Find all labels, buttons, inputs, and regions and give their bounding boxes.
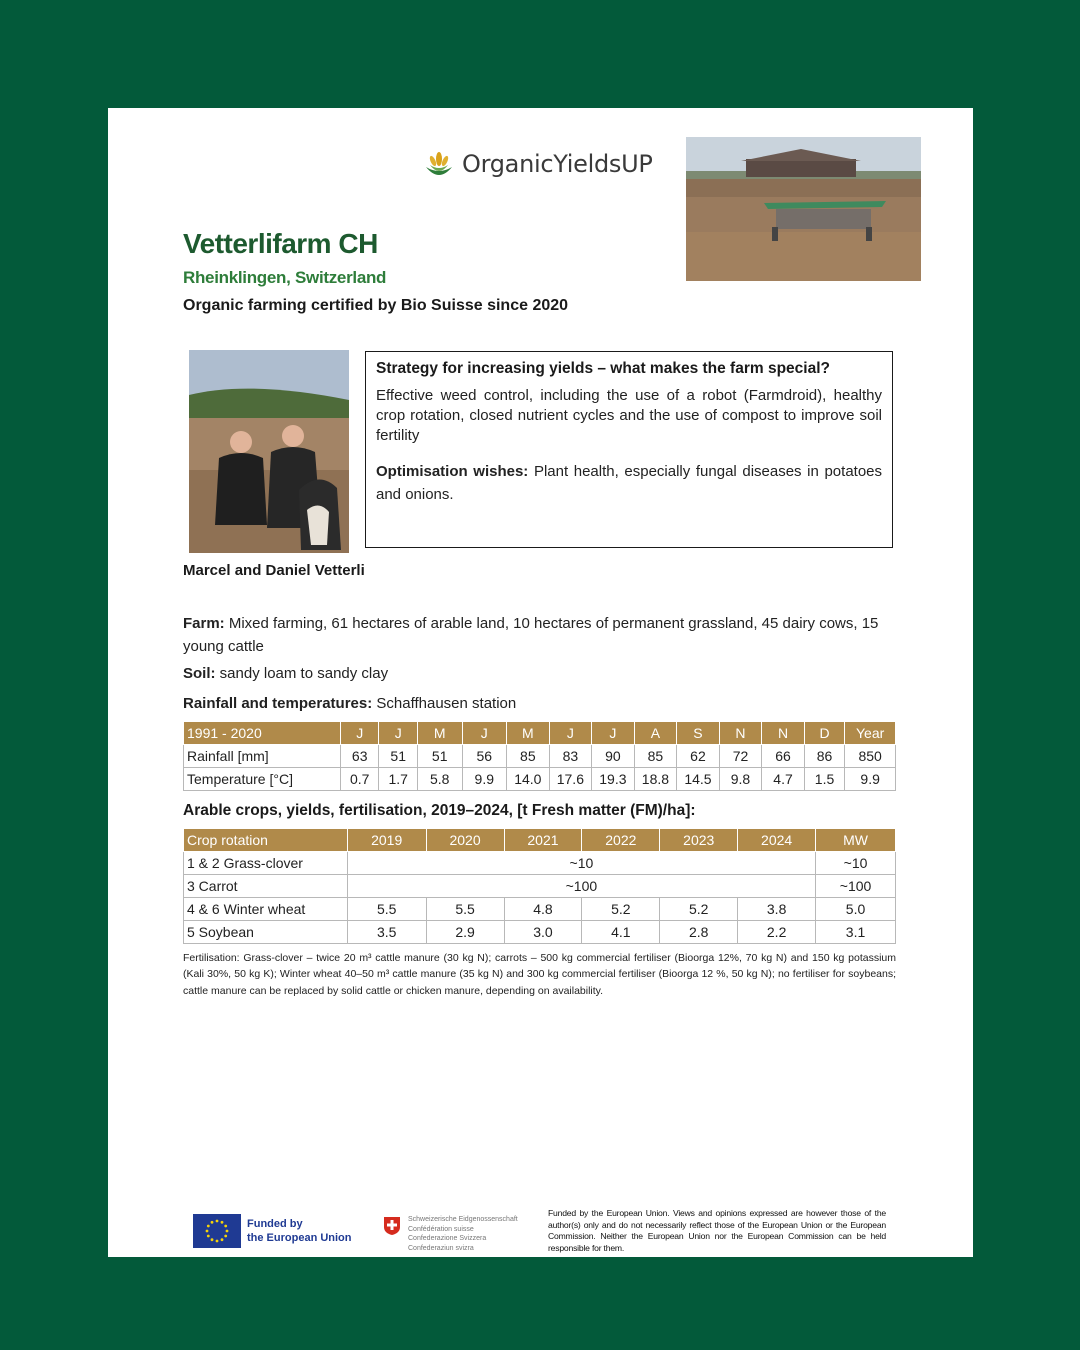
ch-line: Confederazione Svizzera	[408, 1235, 487, 1242]
table-cell: ~10	[816, 852, 896, 875]
table-cell: 3.5	[347, 921, 426, 944]
rain-text: Schaffhausen station	[376, 695, 517, 712]
crops-header-cell: 2024	[738, 829, 816, 852]
strategy-box	[365, 351, 893, 548]
climate-header-cell: M	[507, 722, 550, 745]
table-cell: ~100	[816, 875, 896, 898]
table-cell: Temperature [°C]	[184, 768, 341, 791]
climate-header-cell: D	[804, 722, 845, 745]
soil-label: Soil:	[183, 665, 216, 682]
table-cell: 9.9	[845, 768, 896, 791]
table-cell: 5 Soybean	[184, 921, 348, 944]
farm-text: Mixed farming, 61 hectares of arable land, 10 hectares of permanent grassland, 45 dairy cows, 15 young cattle	[183, 615, 879, 655]
owners-caption: Marcel and Daniel Vetterli	[183, 562, 365, 579]
table-cell: 3 Carrot	[184, 875, 348, 898]
rainfall-row	[184, 745, 896, 768]
table-cell: Rainfall [mm]	[184, 745, 341, 768]
table-cell: 19.3	[592, 768, 635, 791]
climate-header-cell: J	[340, 722, 378, 745]
climate-header-cell: N	[719, 722, 762, 745]
table-cell: 3.0	[504, 921, 582, 944]
climate-header-cell: Year	[845, 722, 896, 745]
ch-line: Schweizerische Eidgenossenschaft	[408, 1216, 518, 1223]
optimisation-label: Optimisation wishes:	[376, 463, 529, 480]
farm-title: Vetterlifarm CH	[183, 228, 378, 259]
optimisation-text: Plant health, especially fungal diseases in potatoes and onions.	[376, 463, 883, 503]
fertilisation-note: Fertilisation: Grass-clover – twice 20 m³ cattle manure (30 kg N); carrots – 500 kg commercial fertiliser (Bioorga 12%, 70 kg N) and 150 kg potassium (Kali 30%, 50 kg K); Winter wheat 40–50 m³ cattle manure (35 kg N) and 300 kg commercial fertiliser (Bioorga 12 %, 50 kg N); no fertiliser for soybeans; cattle manure can be replaced by solid cattle or chicken manure, depending on availability.	[183, 952, 896, 997]
table-cell: 14.0	[507, 768, 550, 791]
crops-header-cell: 2022	[582, 829, 660, 852]
table-cell: 85	[634, 745, 677, 768]
carrot-row	[184, 875, 896, 898]
fact-sheet-page	[108, 108, 973, 1257]
crops-header-cell: 2023	[660, 829, 738, 852]
table-cell: 14.5	[677, 768, 720, 791]
table-cell: 51	[379, 745, 417, 768]
crops-table	[183, 828, 896, 944]
eu-line-1: Funded by	[247, 1218, 303, 1230]
organicyieldsup-logo	[422, 144, 653, 184]
soil-description	[183, 662, 898, 685]
climate-header-cell: J	[592, 722, 635, 745]
farm-description	[183, 612, 898, 658]
winter-wheat-row	[184, 898, 896, 921]
table-cell: 63	[340, 745, 378, 768]
table-cell: 4.7	[762, 768, 805, 791]
crops-header-cell: 2020	[426, 829, 504, 852]
field-robot-image	[686, 137, 921, 281]
logo-text: OrganicYieldsUP	[462, 150, 653, 178]
table-cell: 1.7	[379, 768, 417, 791]
soybean-row	[184, 921, 896, 944]
table-cell: 86	[804, 745, 845, 768]
farm-location: Rheinklingen, Switzerland	[183, 268, 387, 287]
climate-header-cell: A	[634, 722, 677, 745]
table-cell: 72	[719, 745, 762, 768]
table-cell-merged: ~100	[347, 875, 815, 898]
table-cell: 9.9	[462, 768, 507, 791]
ch-line: Confederaziun svizra	[408, 1244, 474, 1252]
strategy-heading: Strategy for increasing yields – what makes the farm special?	[376, 360, 830, 377]
table-cell: 3.8	[738, 898, 816, 921]
crops-heading: Arable crops, yields, fertilisation, 2019–2024, [t Fresh matter (FM)/ha]:	[183, 802, 696, 819]
table-cell: 2.9	[426, 921, 504, 944]
eu-flag-icon	[193, 1214, 241, 1248]
table-cell: 3.1	[816, 921, 896, 944]
table-cell: 51	[417, 745, 462, 768]
table-cell: 66	[762, 745, 805, 768]
table-cell: 9.8	[719, 768, 762, 791]
climate-header-cell: S	[677, 722, 720, 745]
eu-disclaimer: Funded by the European Union. Views and opinions expressed are however those of the author(s) only and do not necessarily reflect those of the European Union or the European Commission. Neither the European Union nor the European Commission can be held responsible for them.	[548, 1208, 886, 1253]
table-cell-merged: ~10	[347, 852, 815, 875]
swiss-cross-icon	[383, 1216, 401, 1236]
table-cell: 5.5	[347, 898, 426, 921]
eu-line-2: the European Union	[247, 1232, 352, 1244]
climate-header-cell: 1991 - 2020	[184, 722, 341, 745]
swiss-confederation-label	[408, 1215, 518, 1253]
crops-header-row	[184, 829, 896, 852]
climate-header-cell: N	[762, 722, 805, 745]
temperature-row	[184, 768, 896, 791]
table-cell: 4.1	[582, 921, 660, 944]
table-cell: 56	[462, 745, 507, 768]
table-cell: 5.0	[816, 898, 896, 921]
climate-header-row	[184, 722, 896, 745]
table-cell: 18.8	[634, 768, 677, 791]
climate-header-cell: J	[462, 722, 507, 745]
farmers-with-dog-image	[189, 350, 349, 553]
soil-text: sandy loam to sandy clay	[219, 665, 389, 682]
table-cell: 17.6	[549, 768, 592, 791]
table-cell: 62	[677, 745, 720, 768]
table-cell: 5.2	[660, 898, 738, 921]
table-cell: 1.5	[804, 768, 845, 791]
table-cell: 83	[549, 745, 592, 768]
farmers-photo	[189, 350, 349, 553]
table-cell: 4 & 6 Winter wheat	[184, 898, 348, 921]
table-cell: 5.8	[417, 768, 462, 791]
crops-header-cell: 2019	[347, 829, 426, 852]
ch-line: Confédération suisse	[408, 1225, 474, 1233]
table-cell: 850	[845, 745, 896, 768]
climate-table	[183, 721, 896, 791]
table-cell: 0.7	[340, 768, 378, 791]
table-cell: 1 & 2 Grass-clover	[184, 852, 348, 875]
farm-certification: Organic farming certified by Bio Suisse since 2020	[183, 297, 569, 314]
crops-header-cell: MW	[816, 829, 896, 852]
climate-header-cell: M	[417, 722, 462, 745]
rainfall-heading	[183, 692, 898, 715]
table-cell: 5.2	[582, 898, 660, 921]
eu-funding-label	[247, 1217, 352, 1245]
farm-field-photo	[686, 137, 921, 281]
table-cell: 4.8	[504, 898, 582, 921]
optimisation-wishes	[376, 460, 882, 506]
climate-header-cell: J	[549, 722, 592, 745]
crops-header-cell: 2021	[504, 829, 582, 852]
grass-clover-row	[184, 852, 896, 875]
rain-label: Rainfall and temperatures:	[183, 695, 373, 712]
table-cell: 2.2	[738, 921, 816, 944]
table-cell: 2.8	[660, 921, 738, 944]
table-cell: 5.5	[426, 898, 504, 921]
crops-header-cell: Crop rotation	[184, 829, 348, 852]
table-cell: 90	[592, 745, 635, 768]
table-cell: 85	[507, 745, 550, 768]
climate-header-cell: J	[379, 722, 417, 745]
farm-label: Farm:	[183, 615, 225, 632]
strategy-body: Effective weed control, including the use of a robot (Farmdroid), healthy crop rotation, closed nutrient cycles and the use of compost to improve soil fertility	[376, 387, 882, 444]
wheat-sprout-icon	[422, 147, 456, 181]
